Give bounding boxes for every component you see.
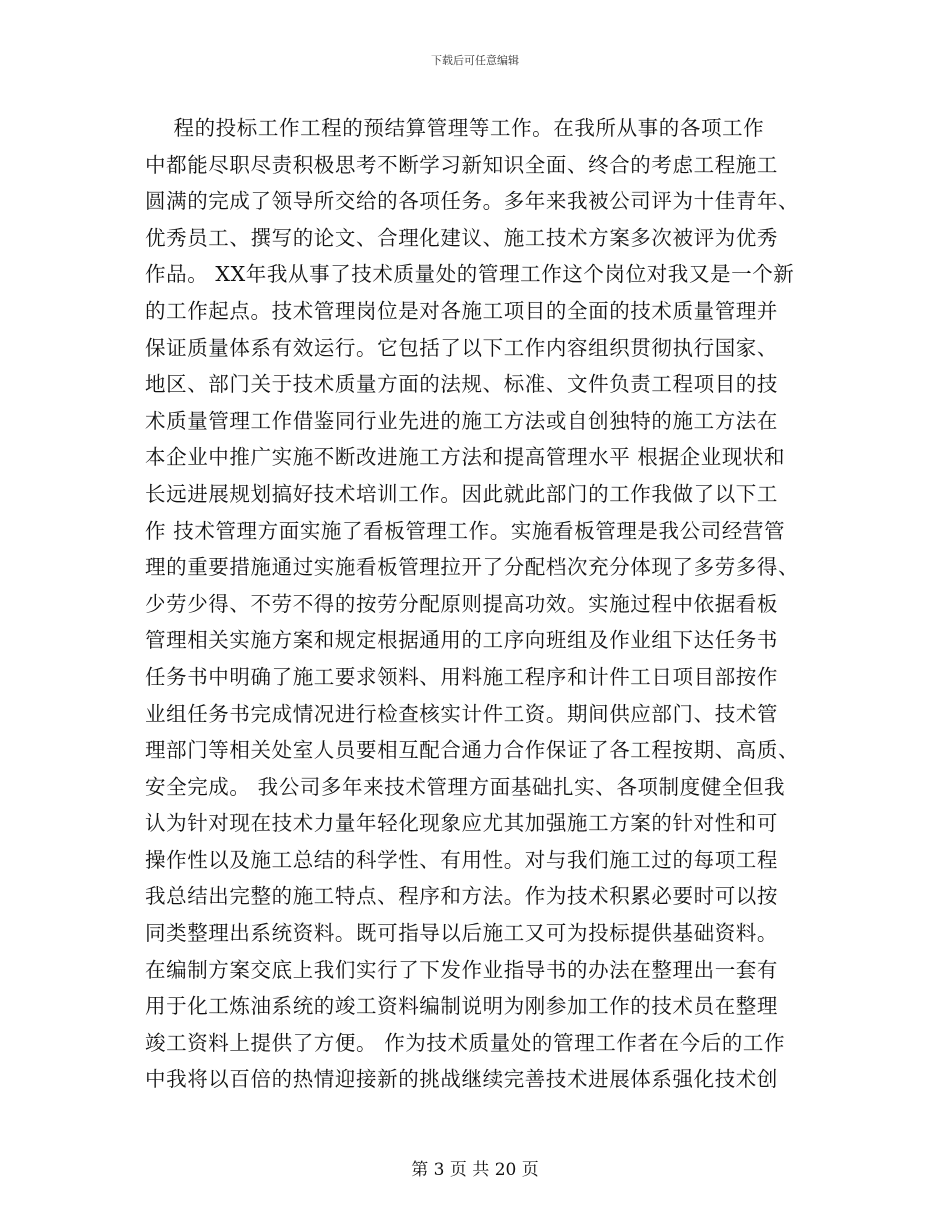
page-number: 第 3 页 共 20 页 bbox=[411, 1160, 539, 1180]
text-line: 保证质量体系有效运行。它包括了以下工作内容组织贯彻执行国家、 bbox=[145, 335, 778, 360]
text-line: 的工作起点。技术管理岗位是对各施工项目的全面的技术质量管理并 bbox=[145, 298, 778, 323]
text-line: 本企业中推广实施不断改进施工方法和提高管理水平 根据企业现状和 bbox=[145, 445, 786, 470]
text-line: 安全完成。 我公司多年来技术管理方面基础扎实、各项制度健全但我 bbox=[145, 774, 786, 799]
text-line: 业组任务书完成情况进行检查核实计件工资。期间供应部门、技术管 bbox=[145, 701, 778, 726]
text-line: 操作性以及施工总结的科学性、有用性。对与我们施工过的每项工程 bbox=[145, 847, 778, 872]
body-text bbox=[145, 110, 805, 1098]
text-line: 术质量管理工作借鉴同行业先进的施工方法或自创独特的施工方法在 bbox=[145, 408, 778, 433]
text-line: 认为针对现在技术力量年轻化现象应尤其加强施工方案的针对性和可 bbox=[145, 811, 778, 836]
text-line: 圆满的完成了领导所交给的各项任务。多年来我被公司评为十佳青年、 bbox=[145, 189, 800, 214]
text-line: 任务书中明确了施工要求领料、用料施工程序和计件工日项目部按作 bbox=[145, 664, 778, 689]
text-line: 理部门等相关处室人员要相互配合通力合作保证了各工程按期、高质、 bbox=[145, 738, 800, 763]
text-line: 在编制方案交底上我们实行了下发作业指导书的办法在整理出一套有 bbox=[145, 957, 778, 982]
text-line: 程的投标工作工程的预结算管理等工作。在我所从事的各项工作 bbox=[145, 116, 765, 140]
text-line: 地区、部门关于技术质量方面的法规、标准、文件负责工程项目的技 bbox=[145, 372, 778, 397]
text-line: 作品。 XX年我从事了技术质量处的管理工作这个岗位对我又是一个新 bbox=[145, 262, 795, 287]
text-line: 作 技术管理方面实施了看板管理工作。实施看板管理是我公司经营管 bbox=[145, 518, 786, 543]
text-line: 中我将以百倍的热情迎接新的挑战继续完善技术进展体系强化技术创 bbox=[145, 1067, 778, 1092]
text-line: 长远进展规划搞好技术培训工作。因此就此部门的工作我做了以下工 bbox=[145, 481, 778, 506]
text-line: 中都能尽职尽责积极思考不断学习新知识全面、终合的考虑工程施工 bbox=[145, 152, 778, 177]
text-line: 优秀员工、撰写的论文、合理化建议、施工技术方案多次被评为优秀 bbox=[145, 225, 778, 250]
text-line: 同类整理出系统资料。既可指导以后施工又可为投标提供基础资料。 bbox=[145, 921, 778, 946]
text-line: 理的重要措施通过实施看板管理拉开了分配档次充分体现了多劳多得、 bbox=[145, 555, 800, 580]
text-line: 少劳少得、不劳不得的按劳分配原则提高功效。实施过程中依据看板 bbox=[145, 591, 778, 616]
text-line: 管理相关实施方案和规定根据通用的工序向班组及作业组下达任务书 bbox=[145, 628, 778, 653]
text-line: 我总结出完整的施工特点、程序和方法。作为技术积累必要时可以按 bbox=[145, 884, 778, 909]
page-header: 下载后可任意编辑 bbox=[431, 54, 519, 67]
text-line: 用于化工炼油系统的竣工资料编制说明为刚参加工作的技术员在整理 bbox=[145, 994, 778, 1019]
text-line: 竣工资料上提供了方便。 作为技术质量处的管理工作者在今后的工作 bbox=[145, 1030, 786, 1055]
